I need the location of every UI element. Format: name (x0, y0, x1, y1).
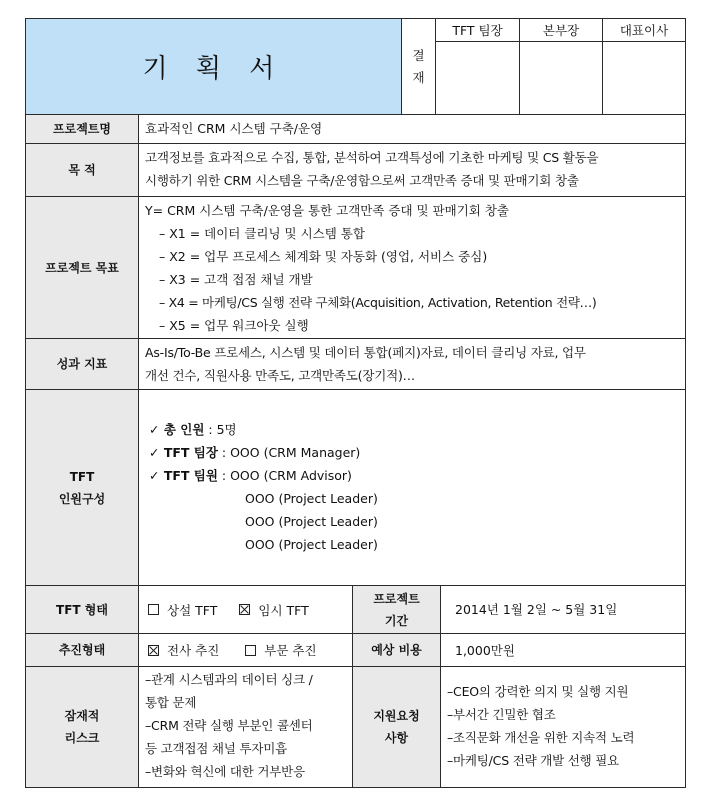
risk-line: –관계 시스템과의 데이터 싱크 / (145, 672, 313, 687)
goals-value-cell (138, 196, 686, 339)
budget-label-cell (352, 633, 441, 667)
tft-member-label: ✓ TFT 팀원 (149, 468, 218, 483)
tft-label-2: 인원구성 (58, 491, 106, 506)
temporary-tft-checkbox[interactable] (239, 604, 250, 615)
budget-value-cell (440, 633, 686, 667)
risk-value-cell (138, 666, 353, 788)
division-checkbox[interactable] (245, 645, 256, 656)
tft-type-label: TFT 형태 (56, 602, 108, 617)
risk-line: 등 고객접점 채널 투자미흡 (145, 741, 287, 756)
planning-document (25, 18, 686, 788)
purpose-line: 고객정보를 효과적으로 수집, 통합, 분석하여 고객특성에 기초한 마케팅 및 CS 활동을 (145, 150, 599, 165)
kpi-label: 성과 지표 (56, 357, 108, 371)
permanent-tft-checkbox[interactable] (148, 604, 159, 615)
document-title: 기 획 서 (142, 54, 285, 84)
risk-label-cell (25, 666, 139, 788)
goal-x1: – X1 = 데이터 클리닝 및 시스템 통합 (159, 226, 365, 241)
budget-label: 예상 비용 (371, 643, 422, 657)
tft-member: OOO (Project Leader) (245, 491, 378, 506)
company-wide-label: 전사 추진 (167, 643, 220, 658)
support-label-1: 지원요청 (373, 709, 420, 723)
support-line: –조직문화 개선을 위한 지속적 노력 (447, 730, 635, 745)
tft-total-row (149, 418, 679, 441)
risk-label-2: 리스크 (64, 731, 100, 745)
approval-label-cell (401, 18, 436, 115)
execution-label-cell (25, 633, 139, 667)
risk-line: –CRM 전략 실행 부분인 콜센터 (145, 718, 313, 733)
purpose-line: 시행하기 위한 CRM 시스템을 구축/운영함으로써 고객만족 증대 및 판매기회 창출 (145, 173, 579, 188)
signature-box-1[interactable] (435, 41, 520, 115)
goal-x2: – X2 = 업무 프로세스 체계화 및 자동화 (영업, 서비스 중심) (159, 249, 488, 264)
tft-member: OOO (Project Leader) (245, 537, 378, 552)
kpi-label-cell (25, 338, 139, 390)
tft-member-row (149, 464, 679, 487)
approver-division-head-label: 본부장 (542, 23, 580, 38)
purpose-label-cell (25, 143, 139, 197)
tft-member: OOO (Project Leader) (245, 514, 378, 529)
approval-label-2: 재 (412, 69, 425, 85)
approver-ceo-label: 대표이사 (619, 23, 669, 38)
tft-leader-label: ✓ TFT 팀장 (149, 445, 218, 460)
signature-box-3[interactable] (602, 41, 686, 115)
execution-label: 추진형태 (58, 643, 106, 657)
support-label-cell (352, 666, 441, 788)
support-line: –CEO의 강력한 의지 및 실행 지원 (447, 684, 629, 699)
kpi-line: As-Is/To-Be 프로세스, 시스템 및 데이터 통합(페지)자료, 데이터 클리닝 자료, 업무 (145, 345, 586, 360)
approval-label-1: 결 (412, 47, 425, 63)
goals-label-cell (25, 196, 139, 339)
tft-total-value: : 5명 (204, 422, 237, 437)
tft-value-cell (138, 389, 686, 586)
period-value: 2014년 1월 2일 ~ 5월 31일 (455, 602, 618, 617)
tft-member-value: : OOO (CRM Advisor) (217, 468, 352, 483)
tft-label-1: TFT (69, 469, 95, 484)
purpose-label: 목 적 (68, 163, 96, 177)
goals-label: 프로젝트 목표 (45, 260, 119, 275)
goal-x3: – X3 = 고객 접점 채널 개발 (159, 272, 313, 287)
permanent-tft-label: 상설 TFT (167, 602, 218, 618)
support-value-cell (440, 666, 686, 788)
risk-label-1: 잠재적 (64, 709, 100, 723)
execution-options (138, 633, 353, 667)
risk-line: –변화와 혁신에 대한 거부반응 (145, 764, 305, 779)
support-label-2: 사항 (384, 731, 409, 745)
goal-x4: – X4 = 마케팅/CS 실행 전략 구체화(Acquisition, Activation, Retention 전략…) (159, 295, 597, 310)
tft-label-cell (25, 389, 139, 586)
tft-leader-row (149, 441, 679, 464)
project-name-label-cell (25, 114, 139, 144)
approver-tft-leader (435, 18, 520, 42)
tft-type-label-cell (25, 585, 139, 634)
tft-leader-value: : OOO (CRM Manager) (217, 445, 361, 460)
period-label-2: 기간 (384, 613, 409, 628)
project-name-label: 프로젝트명 (53, 122, 111, 136)
goal-y: Y= CRM 시스템 구축/운영을 통한 고객만족 증대 및 판매기회 창출 (145, 203, 510, 218)
document-title-cell (25, 18, 402, 115)
division-label: 부문 추진 (264, 643, 317, 658)
support-line: –부서간 긴밀한 협조 (447, 707, 556, 722)
period-label-cell (352, 585, 441, 634)
project-name-value-cell (138, 114, 686, 144)
tft-type-options (138, 585, 353, 634)
approver-tft-leader-label: TFT 팀장 (452, 23, 503, 38)
kpi-value-cell (138, 338, 686, 390)
support-line: –마케팅/CS 전략 개발 선행 필요 (447, 753, 620, 768)
temporary-tft-label: 임시 TFT (258, 602, 309, 618)
tft-total-label: ✓ 총 인원 (149, 422, 205, 437)
approver-division-head (519, 18, 603, 42)
company-wide-checkbox[interactable] (148, 645, 159, 656)
signature-box-2[interactable] (519, 41, 603, 115)
kpi-line: 개선 건수, 직원사용 만족도, 고객만족도(장기적)… (145, 368, 415, 383)
period-label-1: 프로젝트 (373, 591, 420, 606)
period-value-cell (440, 585, 686, 634)
budget-value: 1,000만원 (455, 642, 515, 658)
goal-x5: – X5 = 업무 워크아웃 실행 (159, 318, 309, 333)
risk-line: 통합 문제 (145, 695, 197, 710)
project-name-value: 효과적인 CRM 시스템 구축/운영 (145, 121, 323, 136)
approver-ceo (602, 18, 686, 42)
purpose-value-cell (138, 143, 686, 197)
